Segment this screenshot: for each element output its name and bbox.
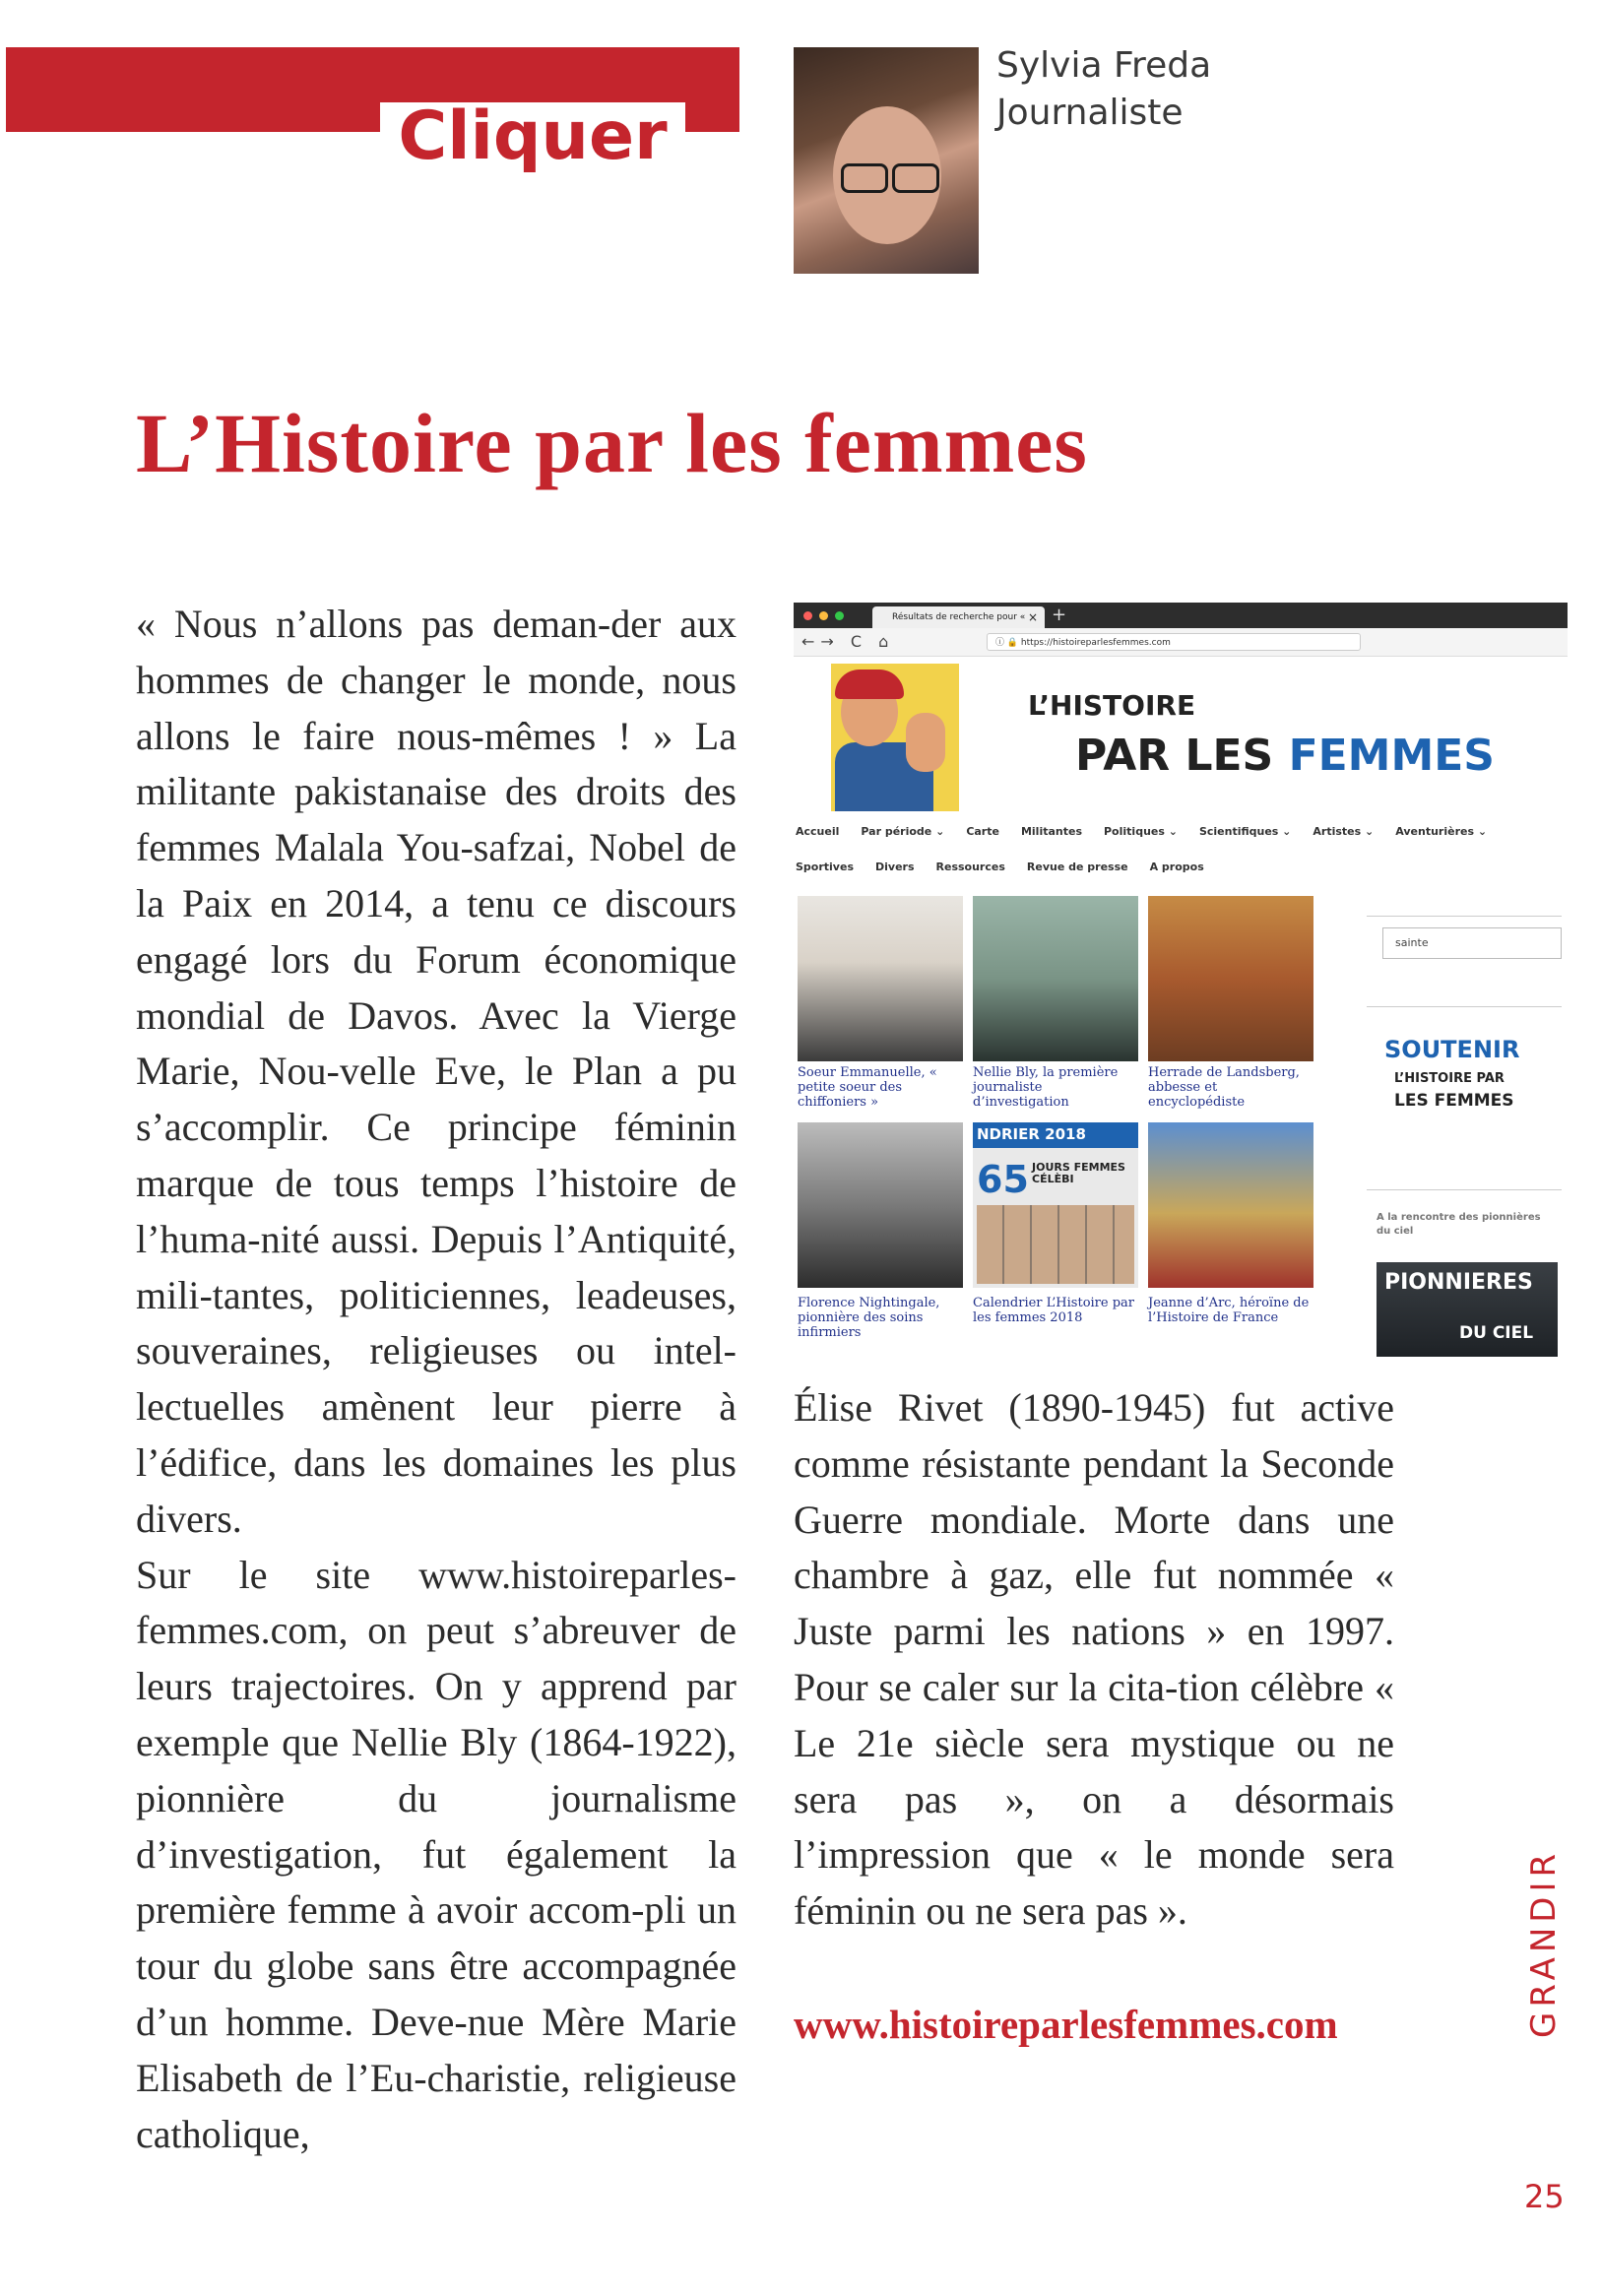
new-tab-icon: +: [1052, 605, 1067, 625]
site-menu-row2: [796, 861, 1204, 873]
rosie-illustration: [821, 664, 967, 811]
thumbnail-nellie-bly: [973, 896, 1138, 1061]
pioneers-banner-line2: DU CIEL: [1459, 1323, 1534, 1343]
menu-item: Aventurières ⌄: [1395, 825, 1488, 838]
paragraph: Sur le site www.histoireparles-femmes.com, on peut s’abreuver de leurs trajectoires. On y apprend par exemple que Nellie Bly (1864-1922), pionnière du journalisme d’investigation, fut également la première femme à avoir accom-pli un tour du globe sans être accompagnée d’un homme. Deve-nue Mère Marie Elisabeth de l’Eu-charistie, religieuse catholique,: [136, 1552, 736, 2156]
thumbnail-calendar: [973, 1122, 1138, 1288]
site-brand-line1: L’HISTOIRE: [1028, 689, 1196, 722]
site-brand-line2: [1075, 731, 1495, 781]
article-title: L’Histoire par les femmes: [136, 396, 1088, 490]
thumbnail-jeanne-darc: [1148, 1122, 1313, 1288]
rosie-arm: [906, 713, 945, 772]
thumbnail-caption: Nellie Bly, la première journaliste d’investigation: [973, 1065, 1119, 1110]
page-number: 25: [1524, 2178, 1565, 2215]
menu-item: Divers: [875, 861, 915, 873]
thumbnail-caption: Soeur Emmanuelle, « petite soeur des chiffoniers »: [798, 1065, 937, 1110]
close-window-icon: [803, 611, 812, 620]
pioneers-banner-line1: PIONNIERES: [1384, 1270, 1533, 1295]
calendar-number: 65: [977, 1158, 1029, 1201]
brand-part-highlight: FEMMES: [1288, 731, 1495, 781]
thumbnail-caption: Calendrier L’Histoire par les femmes 2018: [973, 1296, 1135, 1325]
menu-item: Politiques ⌄: [1104, 825, 1178, 838]
menu-item: Sportives: [796, 861, 854, 873]
tab-close-icon: ×: [1028, 610, 1039, 624]
soutenir-heading: SOUTENIR: [1384, 1036, 1520, 1063]
menu-item: A propos: [1149, 861, 1204, 873]
browser-tab: Résultats de recherche pour «: [872, 606, 1045, 628]
site-menu-row1: [796, 825, 1487, 838]
left-column: [136, 597, 736, 2162]
pioneers-teaser: A la rencontre des pionnières du ciel: [1377, 1212, 1541, 1237]
thumbnail-caption: Jeanne d’Arc, héroïne de l’Histoire de France: [1148, 1296, 1310, 1325]
thumbnail-florence-nightingale: [798, 1122, 963, 1288]
menu-item: Accueil: [796, 825, 840, 838]
menu-item: Artistes ⌄: [1313, 825, 1375, 838]
menu-item: Militantes: [1020, 825, 1082, 838]
sidebar-divider: [1367, 916, 1562, 917]
thumbnail-caption: Herrade de Landsberg, abbesse et encyclopédiste: [1148, 1065, 1300, 1110]
navigation-icons: ←→ C ⌂: [801, 632, 895, 651]
right-column: [794, 1380, 1394, 1940]
menu-item: Par période ⌄: [861, 825, 945, 838]
soutenir-line2: L’HISTOIRE PAR: [1394, 1071, 1505, 1086]
site-search-input: sainte: [1382, 927, 1562, 959]
website-screenshot: [794, 603, 1568, 1361]
website-link[interactable]: www.histoireparlesfemmes.com: [794, 2002, 1338, 2047]
calendar-subtitle: JOURS FEMMES CÉLÈBI: [1032, 1161, 1125, 1185]
menu-item: Revue de presse: [1026, 861, 1128, 873]
address-bar: ⓘ 🔒 https://histoireparlesfemmes.com: [987, 633, 1361, 651]
glasses-icon: [892, 163, 939, 193]
thumbnail-caption: Florence Nightingale, pionnière des soins infirmiers: [798, 1296, 940, 1340]
brand-part: PAR LES: [1075, 731, 1289, 781]
calendar-head: NDRIER 2018: [977, 1125, 1086, 1143]
soutenir-line3: LES FEMMES: [1394, 1091, 1514, 1111]
paragraph: Élise Rivet (1890-1945) fut active comme résistante pendant la Seconde Guerre mondiale. Morte dans une chambre à gaz, elle fut nommée « Juste parmi les nations » en 1997. Pour se caler sur la cita-tion célèbre « Le 21e siècle sera mystique ou ne sera pas », on a désormais l’impression que « le monde sera féminin ou ne sera pas ».: [794, 1385, 1394, 1934]
thumbnail-soeur-emmanuelle: [798, 896, 963, 1061]
author-photo: [794, 47, 979, 274]
menu-item: Carte: [966, 825, 999, 838]
maximize-window-icon: [835, 611, 844, 620]
thumbnail-herrade: [1148, 896, 1313, 1061]
author-name: Sylvia Freda: [996, 45, 1212, 86]
calendar-photo-grid: [977, 1205, 1134, 1284]
paragraph: « Nous n’allons pas deman-der aux hommes de changer le monde, nous allons le faire nous-mêmes ! » La militante pakistanaise des droits des femmes Malala You-safzai, Nobel de la Paix en 2014, a tenu ce discours engagé lors du Forum économique mondial de Davos. Avec la Vierge Marie, Nou-velle Eve, le Plan a pu s’accomplir. Ce principe féminin marque de tous temps l’histoire de l’huma-nité aussi. Depuis l’Antiquité, mili-tantes, politiciennes, leadeuses, souveraines, religieuses ou intel-lectuelles amènent leur pierre à l’édifice, dans les domaines les plus divers.: [136, 602, 736, 1541]
minimize-window-icon: [819, 611, 828, 620]
section-label: Cliquer: [398, 97, 668, 175]
section-name: GRANDIR: [1524, 1848, 1564, 2038]
rosie-bandana: [835, 670, 904, 699]
sidebar-divider: [1367, 1006, 1562, 1007]
menu-item: Ressources: [935, 861, 1005, 873]
menu-item: Scientifiques ⌄: [1198, 825, 1292, 838]
author-role: Journaliste: [996, 93, 1184, 133]
sidebar-divider: [1367, 1189, 1562, 1190]
glasses-icon: [841, 163, 888, 193]
